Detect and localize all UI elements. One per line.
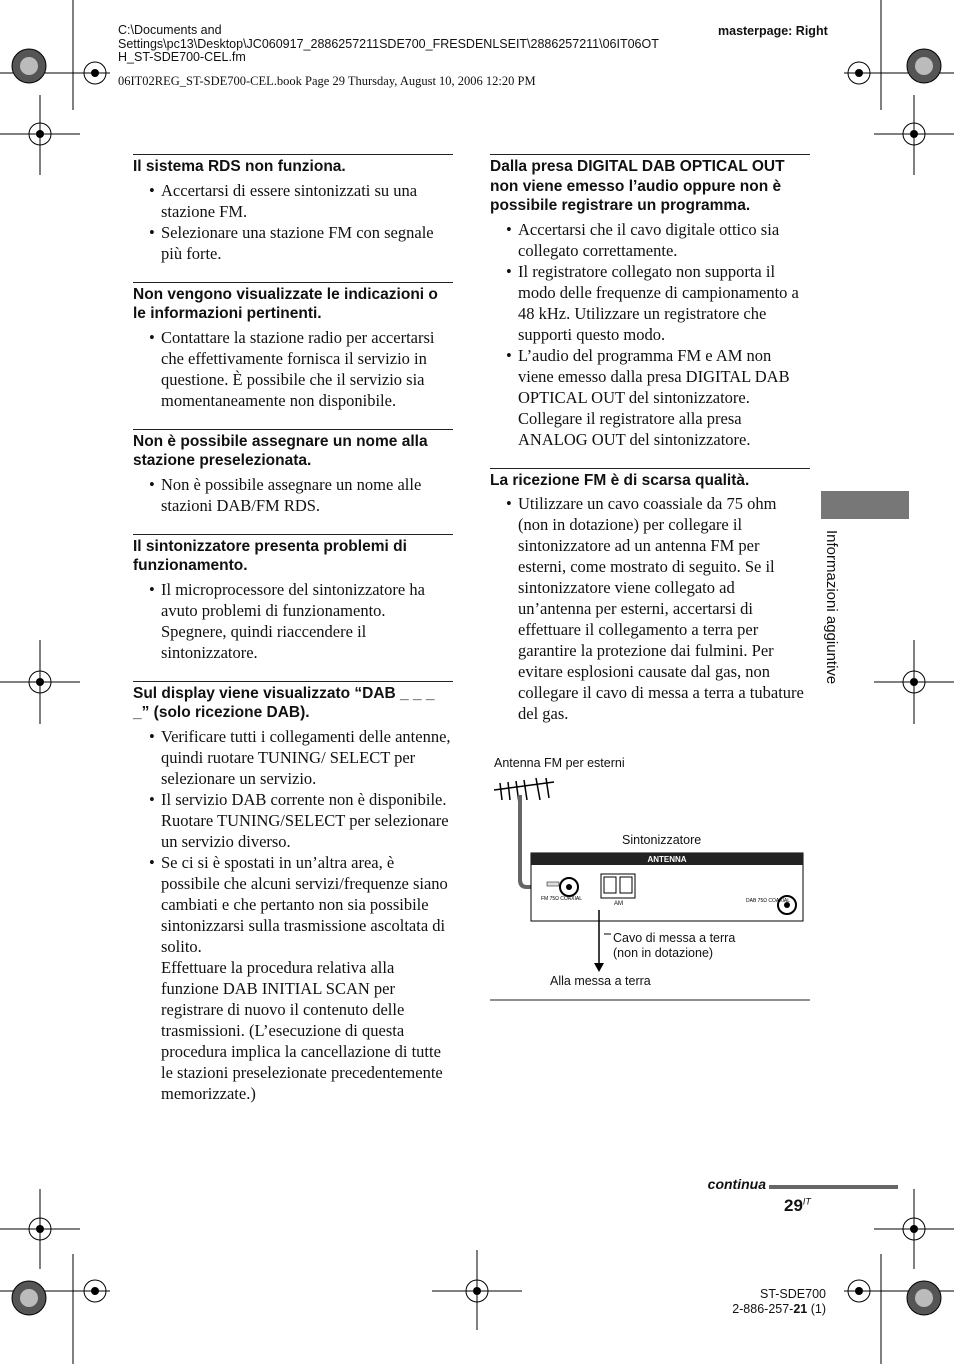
item-text: Il servizio DAB corrente non è disponibile. — [161, 789, 447, 809]
am-terminal-icon — [601, 874, 635, 898]
section-heading: Dalla presa DIGITAL DAB OPTICAL OUT non viene emesso l’audio oppure non è possibile registrare un programma. — [490, 158, 785, 214]
section-heading: La ricezione FM è di scarsa qualità. — [490, 471, 750, 489]
part-number: 2-886-257-21 (1) — [732, 1302, 826, 1316]
item-text: Se ci si è spostati in un’altra area, è possibile che alcuni servizi/frequenze siano cambiati e che pertanto non sia possibile sintonizzarsi sulla trasmissione ascoltata di solito. — [161, 852, 448, 956]
item-text: Selezionare una stazione FM con segnale più forte. — [161, 222, 434, 263]
ground-arrow-icon — [594, 963, 604, 972]
ground-label: Alla messa a terra — [550, 974, 651, 988]
section-tab-label: Informazioni aggiuntive — [823, 530, 840, 685]
bullet-icon: • — [149, 327, 155, 347]
model-code — [732, 1287, 826, 1317]
section-heading: Il sintonizzatore presenta problemi di funzionamento. — [133, 537, 407, 574]
section-heading: Sul display viene visualizzato “DAB _ _ _ _” (solo ricezione DAB). — [133, 684, 435, 721]
file-path-line: Settings\pc13\Desktop\JC060917_2886257211SDE700_FRESDENLSEIT\2886257211\06IT06OT — [118, 36, 659, 51]
bullet-icon: • — [149, 180, 155, 200]
ground-cable-note: (non in dotazione) — [613, 946, 714, 960]
file-path-line: C:\Documents and — [118, 23, 222, 37]
masterpage-label: masterpage: Right — [718, 24, 828, 38]
page-number: $29^{IT}$ — [784, 1196, 811, 1215]
continue-bar — [769, 1185, 898, 1189]
item-note: Effettuare la procedura relativa alla funzione DAB INITIAL SCAN per registrare di nuovo il contenuto delle trasmissioni. (L’esecuzione di questa procedura implica la cancellazione di tutte le stazioni preselezionate precedentemente memorizzate.) — [161, 957, 443, 1103]
bullet-icon: • — [149, 852, 155, 872]
section-heading: Non vengono visualizzate le indicazioni o le informazioni pertinenti. — [133, 285, 438, 322]
antenna-label: Antenna FM per esterni — [494, 756, 625, 770]
book-info-line: 06IT02REG_ST-SDE700-CEL.book Page 29 Thursday, August 10, 2006 12:20 PM — [118, 74, 536, 88]
continue-label: continua — [707, 1176, 766, 1192]
bullet-icon: • — [506, 494, 512, 513]
item-text: L’audio del programma FM e AM non viene emesso dalla presa DIGITAL DAB OPTICAL OUT del sintonizzatore. Collegare il registratore alla presa ANALOG OUT del sintonizzatore. — [518, 345, 790, 449]
model-name: ST-SDE700 — [759, 1287, 826, 1301]
bullet-icon: • — [149, 222, 155, 242]
bullet-icon: • — [506, 219, 512, 239]
section-heading: Non è possibile assegnare un nome alla stazione preselezionata. — [133, 432, 428, 469]
item-text: Accertarsi di essere sintonizzati su una stazione FM. — [161, 180, 418, 221]
item-text: Utilizzare un cavo coassiale da 75 ohm (non in dotazione) per collegare il sintonizzatore ad un antenna FM per esterni, come mostrato di seguito. Se il sintonizzatore viene collegato ad un’antenna per esterni, accertarsi di effettuare il collegamento a terra per garantire la protezione dai fulmini. Per evitare esplosioni causate dal gas, non collegare il cavo di messa a terra a tubature del gas. — [518, 494, 804, 723]
item-text: Verificare tutti i collegamenti delle antenne, quindi ruotare TUNING/ SELECT per selezionare un servizio. — [161, 726, 451, 788]
item-note: Ruotare TUNING/SELECT per selezionare un servizio diverso. — [161, 810, 449, 851]
ground-cable-label: Cavo di messa a terra — [613, 931, 736, 945]
item-text: Il registratore collegato non supporta il modo delle frequenze di campionamento a 48 kHz. Utilizzare un registratore che supporti questo modo. — [518, 261, 799, 344]
am-label: AM — [614, 901, 623, 907]
item-text: Il microprocessore del sintonizzatore ha avuto problemi di funzionamento. Spegnere, quindi riaccendere il sintonizzatore. — [161, 579, 425, 662]
item-text: Contattare la stazione radio per accertarsi che effettivamente fornisca il servizio in questione. È possibile che il servizio sia momentaneamente non disponibile. — [161, 327, 435, 410]
panel-title: ANTENNA — [647, 855, 687, 864]
bullet-icon: • — [149, 474, 155, 494]
bullet-icon: • — [149, 579, 155, 599]
bullet-icon: • — [506, 261, 512, 281]
file-path-line: H_ST-SDE700-CEL.fm — [118, 50, 246, 64]
item-text: Accertarsi che il cavo digitale ottico sia collegato correttamente. — [518, 219, 780, 260]
section-heading: Il sistema RDS non funziona. — [133, 158, 346, 175]
outdoor-antenna-icon — [494, 778, 554, 803]
item-text: Non è possibile assegnare un nome alle stazioni DAB/FM RDS. — [161, 474, 422, 515]
dab-jack-label: DAB 75Ω COAXIAL — [746, 898, 791, 904]
bullet-icon: • — [149, 726, 155, 746]
bullet-icon: • — [506, 345, 512, 365]
bullet-icon: • — [149, 789, 155, 809]
fm-jack-label: FM 75Ω COAXIAL — [541, 896, 582, 902]
tuner-label: Sintonizzatore — [622, 833, 702, 847]
